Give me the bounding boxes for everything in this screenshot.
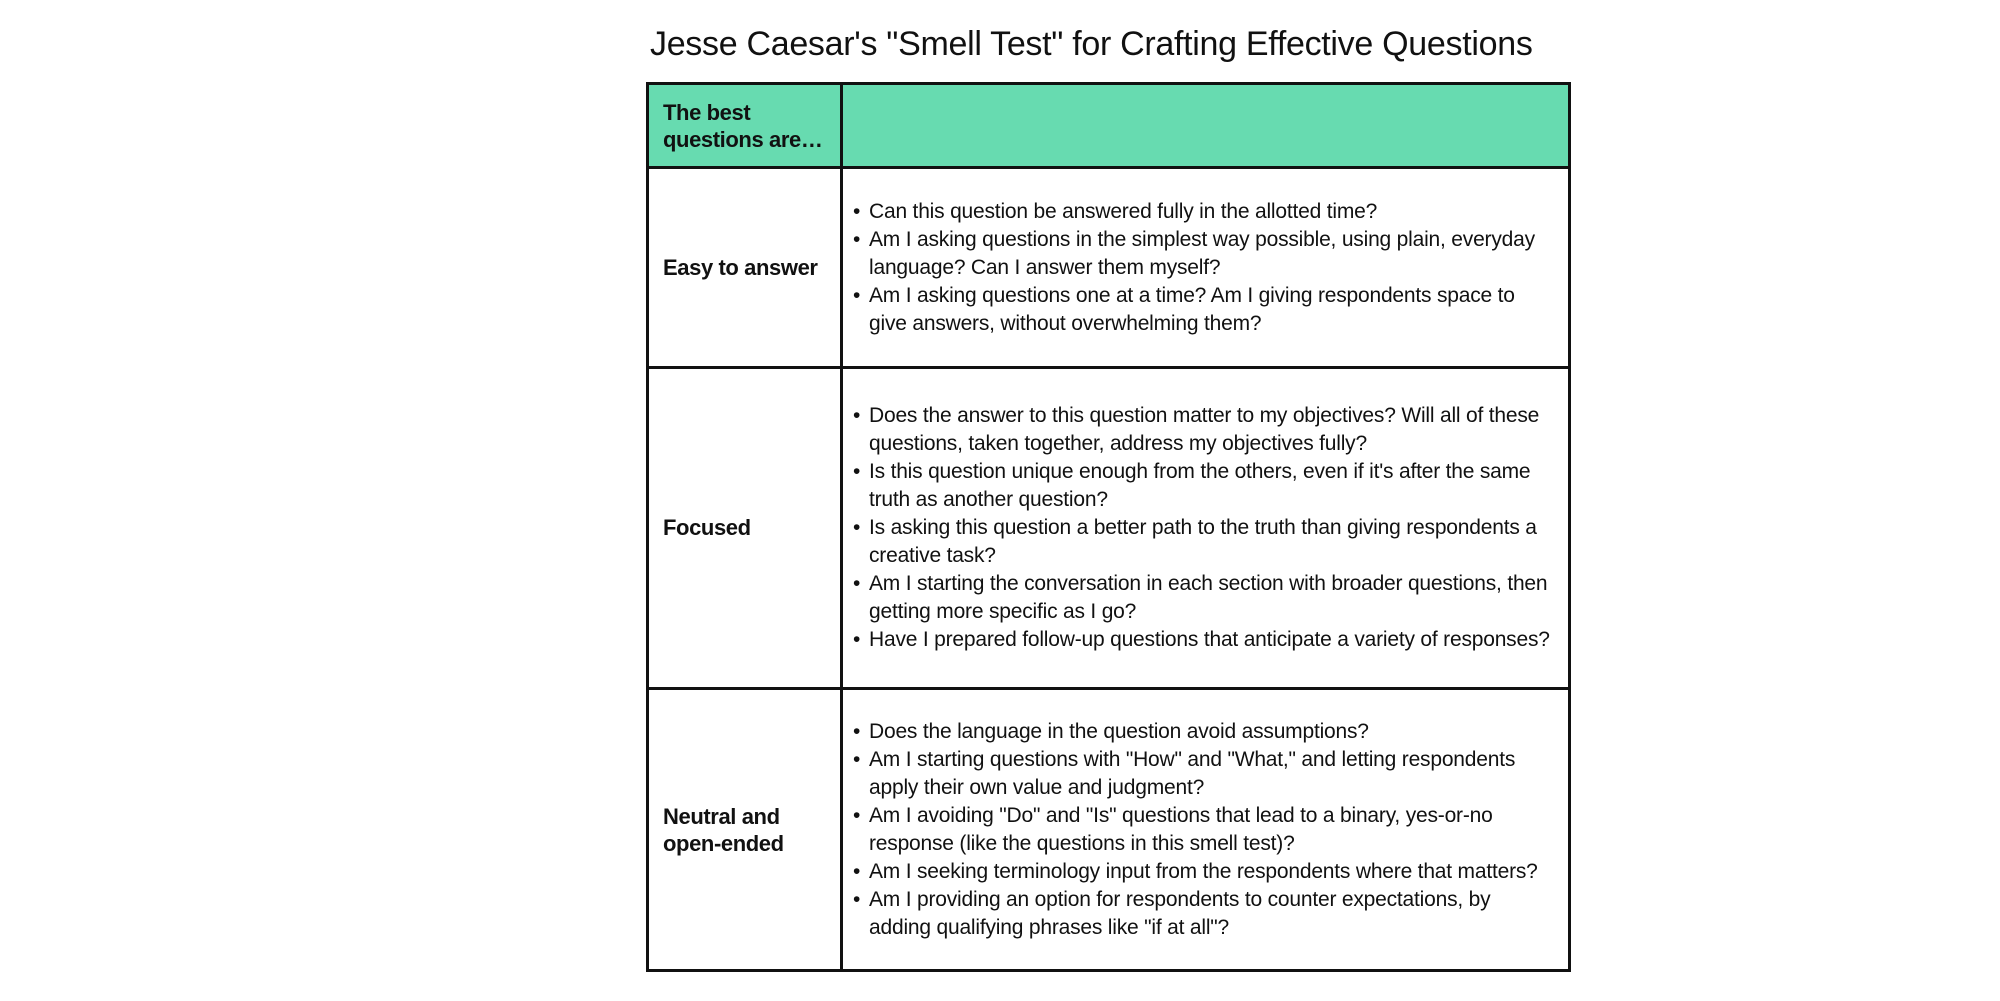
row-label-neutral-and-open-ended: Neutral and open-ended bbox=[648, 689, 842, 971]
bullet-icon: • bbox=[853, 803, 861, 827]
question-text: Is this question unique enough from the others, even if it's after the same truth as another question? bbox=[869, 459, 1531, 511]
question-text: Am I avoiding "Do" and "Is" questions that lead to a binary, yes-or-no response (like the questions in this smell test)? bbox=[869, 803, 1493, 855]
question-text: Am I providing an option for respondents to counter expectations, by adding qualifying phrases like "if at all"? bbox=[869, 887, 1491, 939]
header-left-cell: The best questions are… bbox=[648, 84, 842, 168]
bullet-icon: • bbox=[853, 887, 861, 911]
question-text: Am I starting the conversation in each section with broader questions, then getting more specific as I go? bbox=[869, 571, 1548, 623]
question-text: Am I asking questions in the simplest way possible, using plain, everyday language? Can I answer them myself? bbox=[869, 227, 1535, 279]
list-item bbox=[853, 858, 1556, 886]
bullet-icon: • bbox=[853, 283, 861, 307]
table-row bbox=[648, 689, 1570, 971]
list-item bbox=[853, 514, 1556, 570]
list-item bbox=[853, 198, 1556, 226]
question-text: Does the language in the question avoid assumptions? bbox=[869, 719, 1369, 743]
row-label-focused: Focused bbox=[648, 367, 842, 688]
question-text: Does the answer to this question matter to my objectives? Will all of these questions, taken together, address my objectives fully? bbox=[869, 403, 1540, 455]
question-text: Am I asking questions one at a time? Am I giving respondents space to give answers, without overwhelming them? bbox=[869, 283, 1515, 335]
list-item bbox=[853, 746, 1556, 802]
list-item bbox=[853, 570, 1556, 626]
table-row bbox=[648, 168, 1570, 368]
table-header-row bbox=[648, 84, 1570, 168]
bullet-icon: • bbox=[853, 719, 861, 743]
list-item bbox=[853, 886, 1556, 942]
list-item bbox=[853, 402, 1556, 458]
row-questions-cell bbox=[842, 367, 1570, 688]
question-text: Is asking this question a better path to the truth than giving respondents a creative task? bbox=[869, 515, 1537, 567]
question-text: Am I starting questions with "How" and "What," and letting respondents apply their own value and judgment? bbox=[869, 747, 1516, 799]
question-text: Have I prepared follow-up questions that anticipate a variety of responses? bbox=[869, 627, 1550, 651]
list-item bbox=[853, 802, 1556, 858]
question-list bbox=[853, 718, 1556, 942]
question-list bbox=[853, 198, 1556, 338]
list-item bbox=[853, 626, 1556, 654]
row-questions-cell bbox=[842, 168, 1570, 368]
list-item bbox=[853, 458, 1556, 514]
question-list bbox=[853, 402, 1556, 654]
bullet-icon: • bbox=[853, 403, 861, 427]
smell-test-table bbox=[646, 82, 1571, 972]
bullet-icon: • bbox=[853, 627, 861, 651]
document-title: Jesse Caesar's "Smell Test" for Crafting Effective Questions bbox=[650, 25, 1533, 63]
bullet-icon: • bbox=[853, 227, 861, 251]
list-item bbox=[853, 226, 1556, 282]
bullet-icon: • bbox=[853, 459, 861, 483]
header-right-cell bbox=[842, 84, 1570, 168]
list-item bbox=[853, 718, 1556, 746]
bullet-icon: • bbox=[853, 199, 861, 223]
question-text: Am I seeking terminology input from the respondents where that matters? bbox=[869, 859, 1538, 883]
list-item bbox=[853, 282, 1556, 338]
bullet-icon: • bbox=[853, 747, 861, 771]
question-text: Can this question be answered fully in the allotted time? bbox=[869, 199, 1378, 223]
bullet-icon: • bbox=[853, 571, 861, 595]
row-label-easy-to-answer: Easy to answer bbox=[648, 168, 842, 368]
bullet-icon: • bbox=[853, 515, 861, 539]
row-questions-cell bbox=[842, 689, 1570, 971]
bullet-icon: • bbox=[853, 859, 861, 883]
table-row bbox=[648, 367, 1570, 688]
